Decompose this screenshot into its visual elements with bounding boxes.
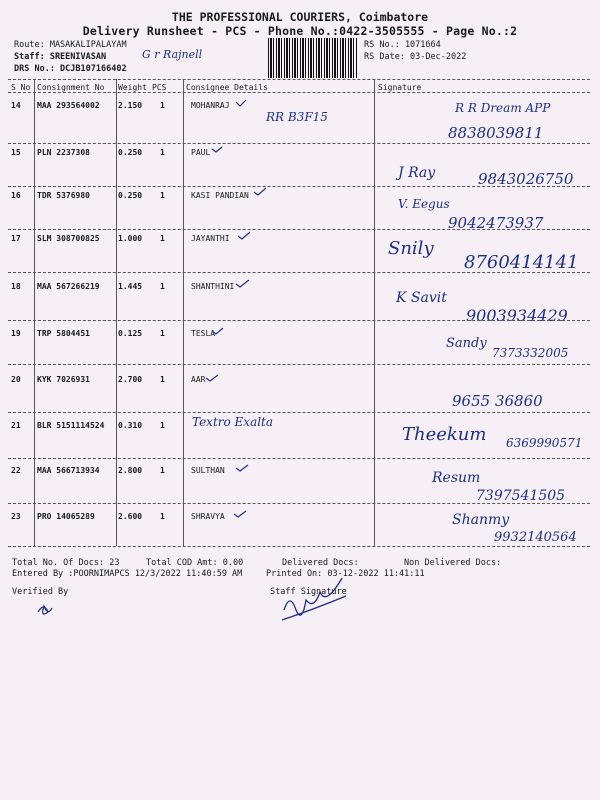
signature-phone: 7373332005	[492, 346, 569, 360]
signature-name: V. Eegus	[398, 197, 450, 211]
signature-name: Theekum	[402, 424, 487, 445]
cell-consignment: MAA 293564002	[37, 101, 100, 110]
cell-pcs: 1	[160, 282, 165, 291]
cell-pcs: 1	[160, 191, 165, 200]
entered-by: Entered By :POORNIMAPCS 12/3/2022 11:40:59 AM	[12, 569, 243, 579]
col-header-sno: S No	[11, 83, 31, 92]
cell-consignment: MAA 566713934	[37, 466, 100, 475]
cell-consignment: MAA 567266219	[37, 282, 100, 291]
cell-consignee: PAUL	[191, 148, 211, 157]
route-label: Route: MASAKALIPALAYAM	[14, 40, 127, 50]
cell-consignment: SLM 308700825	[37, 234, 100, 243]
cell-weight: 0.125	[118, 329, 143, 338]
cell-consignee: JAYANTHI	[191, 234, 230, 243]
cell-sno: 15	[11, 148, 21, 157]
col-header-pcs: PCS	[152, 83, 167, 92]
cell-pcs: 1	[160, 512, 165, 521]
cell-consignee: SHRAVYA	[191, 512, 225, 521]
cell-consignee: MOHANRAJ	[191, 101, 230, 110]
cell-consignee: Textro Exalta	[192, 415, 274, 429]
col-header-weight: Weight	[118, 83, 147, 92]
cell-consignee: TESLA	[191, 329, 216, 338]
cell-sno: 14	[11, 101, 21, 110]
staff-label: Staff: SREENIVASAN	[14, 52, 107, 62]
cell-pcs: 1	[160, 329, 165, 338]
non-delivered-docs: Non Delivered Docs:	[404, 558, 502, 568]
signature-name: Snily	[388, 238, 434, 259]
signature-phone: 9843026750	[478, 170, 574, 188]
cell-pcs: 1	[160, 148, 165, 157]
cell-weight: 0.250	[118, 148, 143, 157]
check-mark-icon	[254, 188, 266, 195]
cell-consignee: SHANTHINI	[191, 282, 235, 291]
cell-consignment: PRO 14065289	[37, 512, 95, 521]
col-header-consignee: Consignee Details	[186, 83, 268, 92]
cell-pcs: 1	[160, 375, 165, 384]
cell-consignee: KASI PANDIAN	[191, 191, 249, 200]
check-mark-icon	[236, 280, 249, 287]
cell-consignment: TRP 5804451	[37, 329, 90, 338]
signature-name: R R Dream APP	[455, 101, 551, 115]
signature-name: Shanmy	[452, 512, 510, 528]
rs-number: RS No.: 1071664	[364, 40, 441, 50]
staff-handwritten-name: G r Rajnell	[142, 48, 203, 61]
signature-phone: 7397541505	[476, 488, 566, 504]
cell-sno: 23	[11, 512, 21, 521]
col-header-consignment: Consignment No	[37, 83, 105, 92]
drs-label: DRS No.: DCJB107166402	[14, 64, 127, 74]
check-mark-icon	[234, 511, 246, 517]
total-docs: Total No. Of Docs: 23	[12, 558, 120, 568]
cell-sno: 16	[11, 191, 21, 200]
cell-weight: 1.000	[118, 234, 143, 243]
signature-name: Resum	[432, 470, 481, 486]
cell-sno: 19	[11, 329, 21, 338]
cell-weight: 0.310	[118, 421, 143, 430]
signature-phone: 9932140564	[494, 530, 577, 545]
verified-by-label: Verified By	[12, 587, 69, 597]
check-mark-icon	[206, 375, 218, 381]
cell-weight: 2.800	[118, 466, 143, 475]
check-mark-icon	[212, 328, 223, 334]
cell-sno: 17	[11, 234, 21, 243]
cell-sno: 22	[11, 466, 21, 475]
cell-consignment: BLR 5151114524	[37, 421, 105, 430]
cell-pcs: 1	[160, 421, 165, 430]
handwritten-note: RR B3F15	[266, 110, 328, 124]
col-header-signature: Signature	[378, 83, 422, 92]
cell-weight: 2.700	[118, 375, 143, 384]
cell-pcs: 1	[160, 234, 165, 243]
cell-consignment: PLN 2237308	[37, 148, 90, 157]
check-mark-icon	[236, 465, 248, 471]
signature-name: J Ray	[398, 165, 436, 181]
signature-phone: 9042473937	[448, 214, 544, 232]
cell-pcs: 1	[160, 101, 165, 110]
cell-weight: 1.445	[118, 282, 143, 291]
cell-weight: 2.600	[118, 512, 143, 521]
signature-phone: 8760414141	[464, 252, 579, 273]
cell-consignment: TDR 5376980	[37, 191, 90, 200]
check-mark-icon	[238, 232, 250, 239]
printed-on: Printed On: 03-12-2022 11:41:11	[266, 569, 425, 579]
cell-sno: 21	[11, 421, 21, 430]
signature-name: K Savit	[396, 290, 447, 306]
signature-name: Sandy	[446, 336, 487, 351]
check-mark-icon	[212, 147, 222, 152]
cell-consignment: KYK 7026931	[37, 375, 90, 384]
cell-consignee: AAR	[191, 375, 206, 384]
cell-weight: 2.150	[118, 101, 143, 110]
cell-pcs: 1	[160, 466, 165, 475]
check-mark-icon	[236, 100, 246, 106]
total-cod: Total COD Amt: 0.00	[146, 558, 244, 568]
company-title: THE PROFESSIONAL COURIERS, Coimbatore	[171, 10, 429, 24]
runsheet-subtitle: Delivery Runsheet - PCS - Phone No.:0422-3505555 - Page No.:2	[82, 24, 518, 38]
rs-date: RS Date: 03-Dec-2022	[364, 52, 467, 62]
cell-sno: 18	[11, 282, 21, 291]
cell-consignee: SULTHAN	[191, 466, 225, 475]
signature-phone: 8838039811	[448, 124, 544, 142]
cell-weight: 0.250	[118, 191, 143, 200]
staff-signature-label: Staff Signature	[270, 587, 347, 597]
signature-phone: 6369990571	[506, 436, 583, 450]
signature-phone: 9003934429	[466, 306, 568, 325]
delivered-docs: Delivered Docs:	[282, 558, 359, 568]
verified-signature-scribble	[38, 606, 52, 614]
staff-signature-scribble	[282, 578, 346, 620]
cell-sno: 20	[11, 375, 21, 384]
signature-phone: 9655 36860	[452, 392, 543, 410]
